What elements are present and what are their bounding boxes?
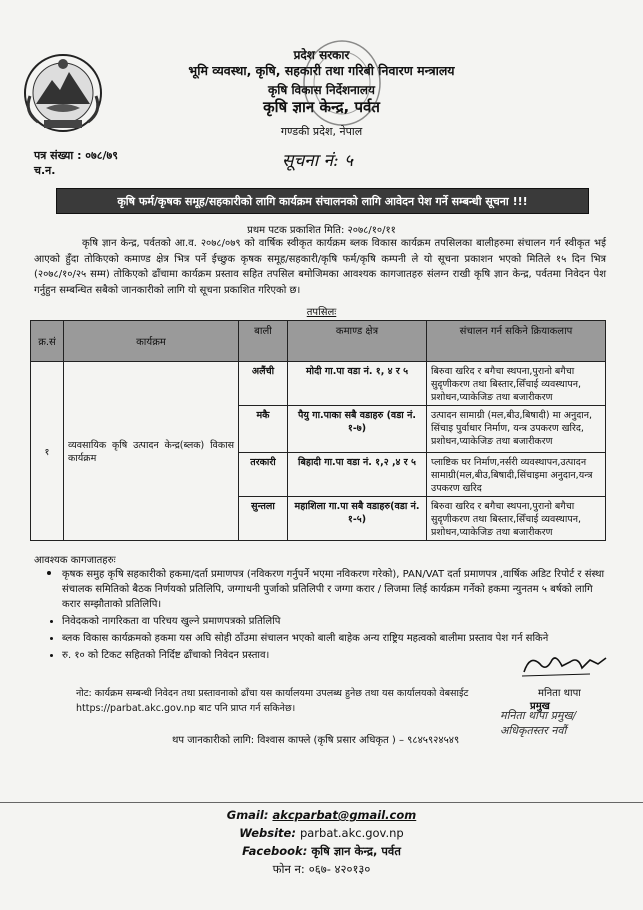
- notice-title: कृषि फर्म/कृषक समूह/सहकारीको लागि कार्यक्रम संचालनको लागि आवेदन पेश गर्ने सम्बन्धी सूचना !!!: [117, 194, 528, 208]
- header-province: प्रदेश सरकार: [293, 48, 350, 62]
- footer-gmail: [0, 808, 643, 822]
- gmail-label: Gmail:: [226, 808, 269, 822]
- facebook-page[interactable]: कृषि ज्ञान केन्द्र, पर्वत: [311, 844, 401, 858]
- area-cell: बिहादी गा.पा वडा नं. १,२ ,४ र ५: [288, 453, 427, 497]
- website-link[interactable]: parbat.akc.gov.np: [299, 826, 404, 840]
- activity-cell: उत्पादन सामाग्री (मल,बीउ,बिषादी) मा अनुदान, सिंचाइ पुर्वाधार निर्माण, यन्त्र उपकरण खरिद, प्रशोधन,प्याकेजिङ तथा बजारीकरण: [427, 406, 606, 453]
- table-header-row: [31, 321, 606, 362]
- crop-cell: तरकारी: [239, 453, 288, 497]
- office-stamp-icon: [300, 38, 384, 128]
- program-table: [30, 320, 606, 541]
- activity-cell: प्लाष्टिक घर निर्माण,नर्सरी व्यवस्थापन,उत्पादन सामाग्री(मल,बीउ,बिषादी,सिंचाइमा अनुदान,यन्त्र उपकरण खरिद: [427, 453, 606, 497]
- activity-cell: बिरुवा खरिद र बगैचा स्थपना,पुरानो बगैचा सुदृणीकरण तथा बिस्तार,सिँचाई व्यवस्थापन, प्रशोधन,प्याकेजिङ तथा बजारीकरण: [427, 497, 606, 541]
- docs-heading: आवश्यक कागजातहरुः: [34, 555, 116, 566]
- notice-number-handwritten: सूचना नं: ५: [282, 151, 353, 171]
- area-cell: मोदी गा.पा वडा नं. १, ४ र ५: [288, 362, 427, 406]
- crop-cell: मकै: [239, 406, 288, 453]
- col-header-activity: संचालन गर्न सकिने क्रियाकलाप: [427, 321, 606, 362]
- col-header-area: कमाण्ड क्षेत्र: [288, 321, 427, 362]
- gmail-link[interactable]: akcparbat@gmail.com: [272, 808, 417, 822]
- list-item: • निवेदकको नागरिकता वा परिचय खुल्ने प्रमाणपत्रको प्रतिलिपि: [62, 614, 606, 629]
- footer-divider: [0, 802, 643, 803]
- list-item: • कृषक समुह कृषि सहकारीको हकमा/दर्ता प्रमाणपत्र (नविकरण गर्नुपर्ने भएमा नविकरण गरेको), PAN/VAT दर्ता प्रमाणपत्र ,वार्षिक अडिट रिपोर्ट र संस्था संचालक समितिको बैठक निर्णयको प्रतिलिपि, जग्गाधनी पुर्जाको प्रतिलिपी र जग्गा करार / लिजमा लिई कार्यक्रम गर्नेको हकमा न्युनतम ५ बर्षको लागि करार सम्झौताको प्रतिलिपि।: [62, 566, 606, 612]
- table-row: [31, 362, 606, 406]
- list-item: • रु. १० को टिकट सहितको निर्दिष्ट ढाँचाको निवेदन प्रस्ताव।: [62, 648, 606, 663]
- signatory-stamp: मनिता थापा प्रमुख/अधिकृतस्तर नवौं: [500, 709, 577, 737]
- activity-cell: बिरुवा खरिद र बगैचा स्थपना,पुरानो बगैचा सुदृणीकरण तथा बिस्तार,सिँचाई व्यवस्थापन, प्रशोधन,प्याकेजिङ तथा बजारीकरण: [427, 362, 606, 406]
- note-text: नोट: कार्यक्रम सम्बन्धी निवेदन तथा प्रस्तावनाको ढाँचा यस कार्यालयमा उपलब्ध हुनेछ तथा यस कार्यालयको वेबसाईट https://parbat.akc.gov.np बाट पनि प्राप्त गर्न सकिनेछ।: [76, 688, 469, 714]
- website-label: Website:: [239, 826, 296, 840]
- col-header-program: कार्यक्रम: [64, 321, 239, 362]
- col-header-serial: क्र.सं: [31, 321, 64, 362]
- header-office: कृषि ज्ञान केन्द्र, पर्वत: [263, 98, 380, 116]
- phone-number: ०६७- ४२०१३०: [308, 862, 371, 876]
- header-location: गण्डकी प्रदेश, नेपाल: [280, 125, 363, 138]
- facebook-label: Facebook:: [242, 844, 308, 858]
- col-header-crop: बाली: [239, 321, 288, 362]
- footer-facebook: [0, 844, 643, 859]
- header-directorate: कृषि विकास निर्देशनालय: [268, 83, 375, 97]
- crop-cell: सुन्तला: [239, 497, 288, 541]
- program-cell: व्यवसायिक कृषि उत्पादन केन्द्र(ब्लक) विकास कार्यक्रम: [64, 362, 239, 541]
- header-ministry: भूमि व्यवस्था, कृषि, सहकारी तथा गरिबी निवारण मन्त्रालय: [188, 63, 455, 78]
- serial-cell: १: [31, 362, 64, 541]
- signatory-title: प्रमुख: [530, 701, 550, 712]
- list-item: • ब्लक विकास कार्यक्रमको हकमा यस अघि सोही ठाँउमा संचालन भएको बाली बाहेक अन्य राष्ट्रिय महत्वको बालीमा प्रस्ताव पेश गर्न सकिने: [62, 631, 606, 646]
- table-caption: तपसिलः: [306, 307, 337, 318]
- area-cell: महाशिला गा.पा सबै वडाहरु(वडा नं. १-५): [288, 497, 427, 541]
- signatory-name: मनिता थापा: [538, 688, 581, 699]
- footer-website: [0, 826, 643, 840]
- crop-cell: अलैंची: [239, 362, 288, 406]
- area-cell: पैयु गा.पाका सबै वडाहरु (वडा नं. १-७): [288, 406, 427, 453]
- notice-title-banner: [56, 188, 589, 214]
- footer-phone: [0, 862, 643, 877]
- intro-paragraph: कृषि ज्ञान केन्द्र, पर्वतको आ.व. २०७८/०७९ को वार्षिक स्वीकृत कार्यक्रम ब्लक विकास कार्यक्रम तपसिलका बालीहरुमा संचालन गर्न स्वीकृत भई आएको हुँदा तोकिएको कमाण्ड क्षेत्र भित्र पर्ने ईच्छुक कृषक समूह/सहकारी/कृषि फर्म/कृषि कम्पनी ले यो सूचना प्रकाशन भएको मितिले १५ दिन भित्र (२०७८/१०/२५ सम्म) तोकिएको ढाँचामा कार्यक्रम प्रस्ताव सहित तपसिल बमोजिमका आवश्यक कागजातहरु संलग्न राखी कृषि ज्ञान केन्द्र, पर्वतमा निवेदन पेश गर्नुहुन सम्बन्धित सबैको जानकारीको लागि यो सूचना प्रकाशित गरिएको छ।: [34, 238, 606, 296]
- signature-icon: [520, 650, 610, 680]
- published-date: प्रथम पटक प्रकाशित मिति: २०७८/१०/११: [247, 225, 396, 236]
- phone-label: फोन न:: [272, 862, 305, 876]
- contact-line: थप जानकारीको लागि: विश्वास काफ्ले (कृषि प्रसार अधिकृत ) – ९८४५९२४५४९: [172, 735, 460, 746]
- dispatch-number: च.न.: [34, 164, 56, 177]
- letter-number: पत्र संख्या : ०७८/७९: [34, 149, 118, 162]
